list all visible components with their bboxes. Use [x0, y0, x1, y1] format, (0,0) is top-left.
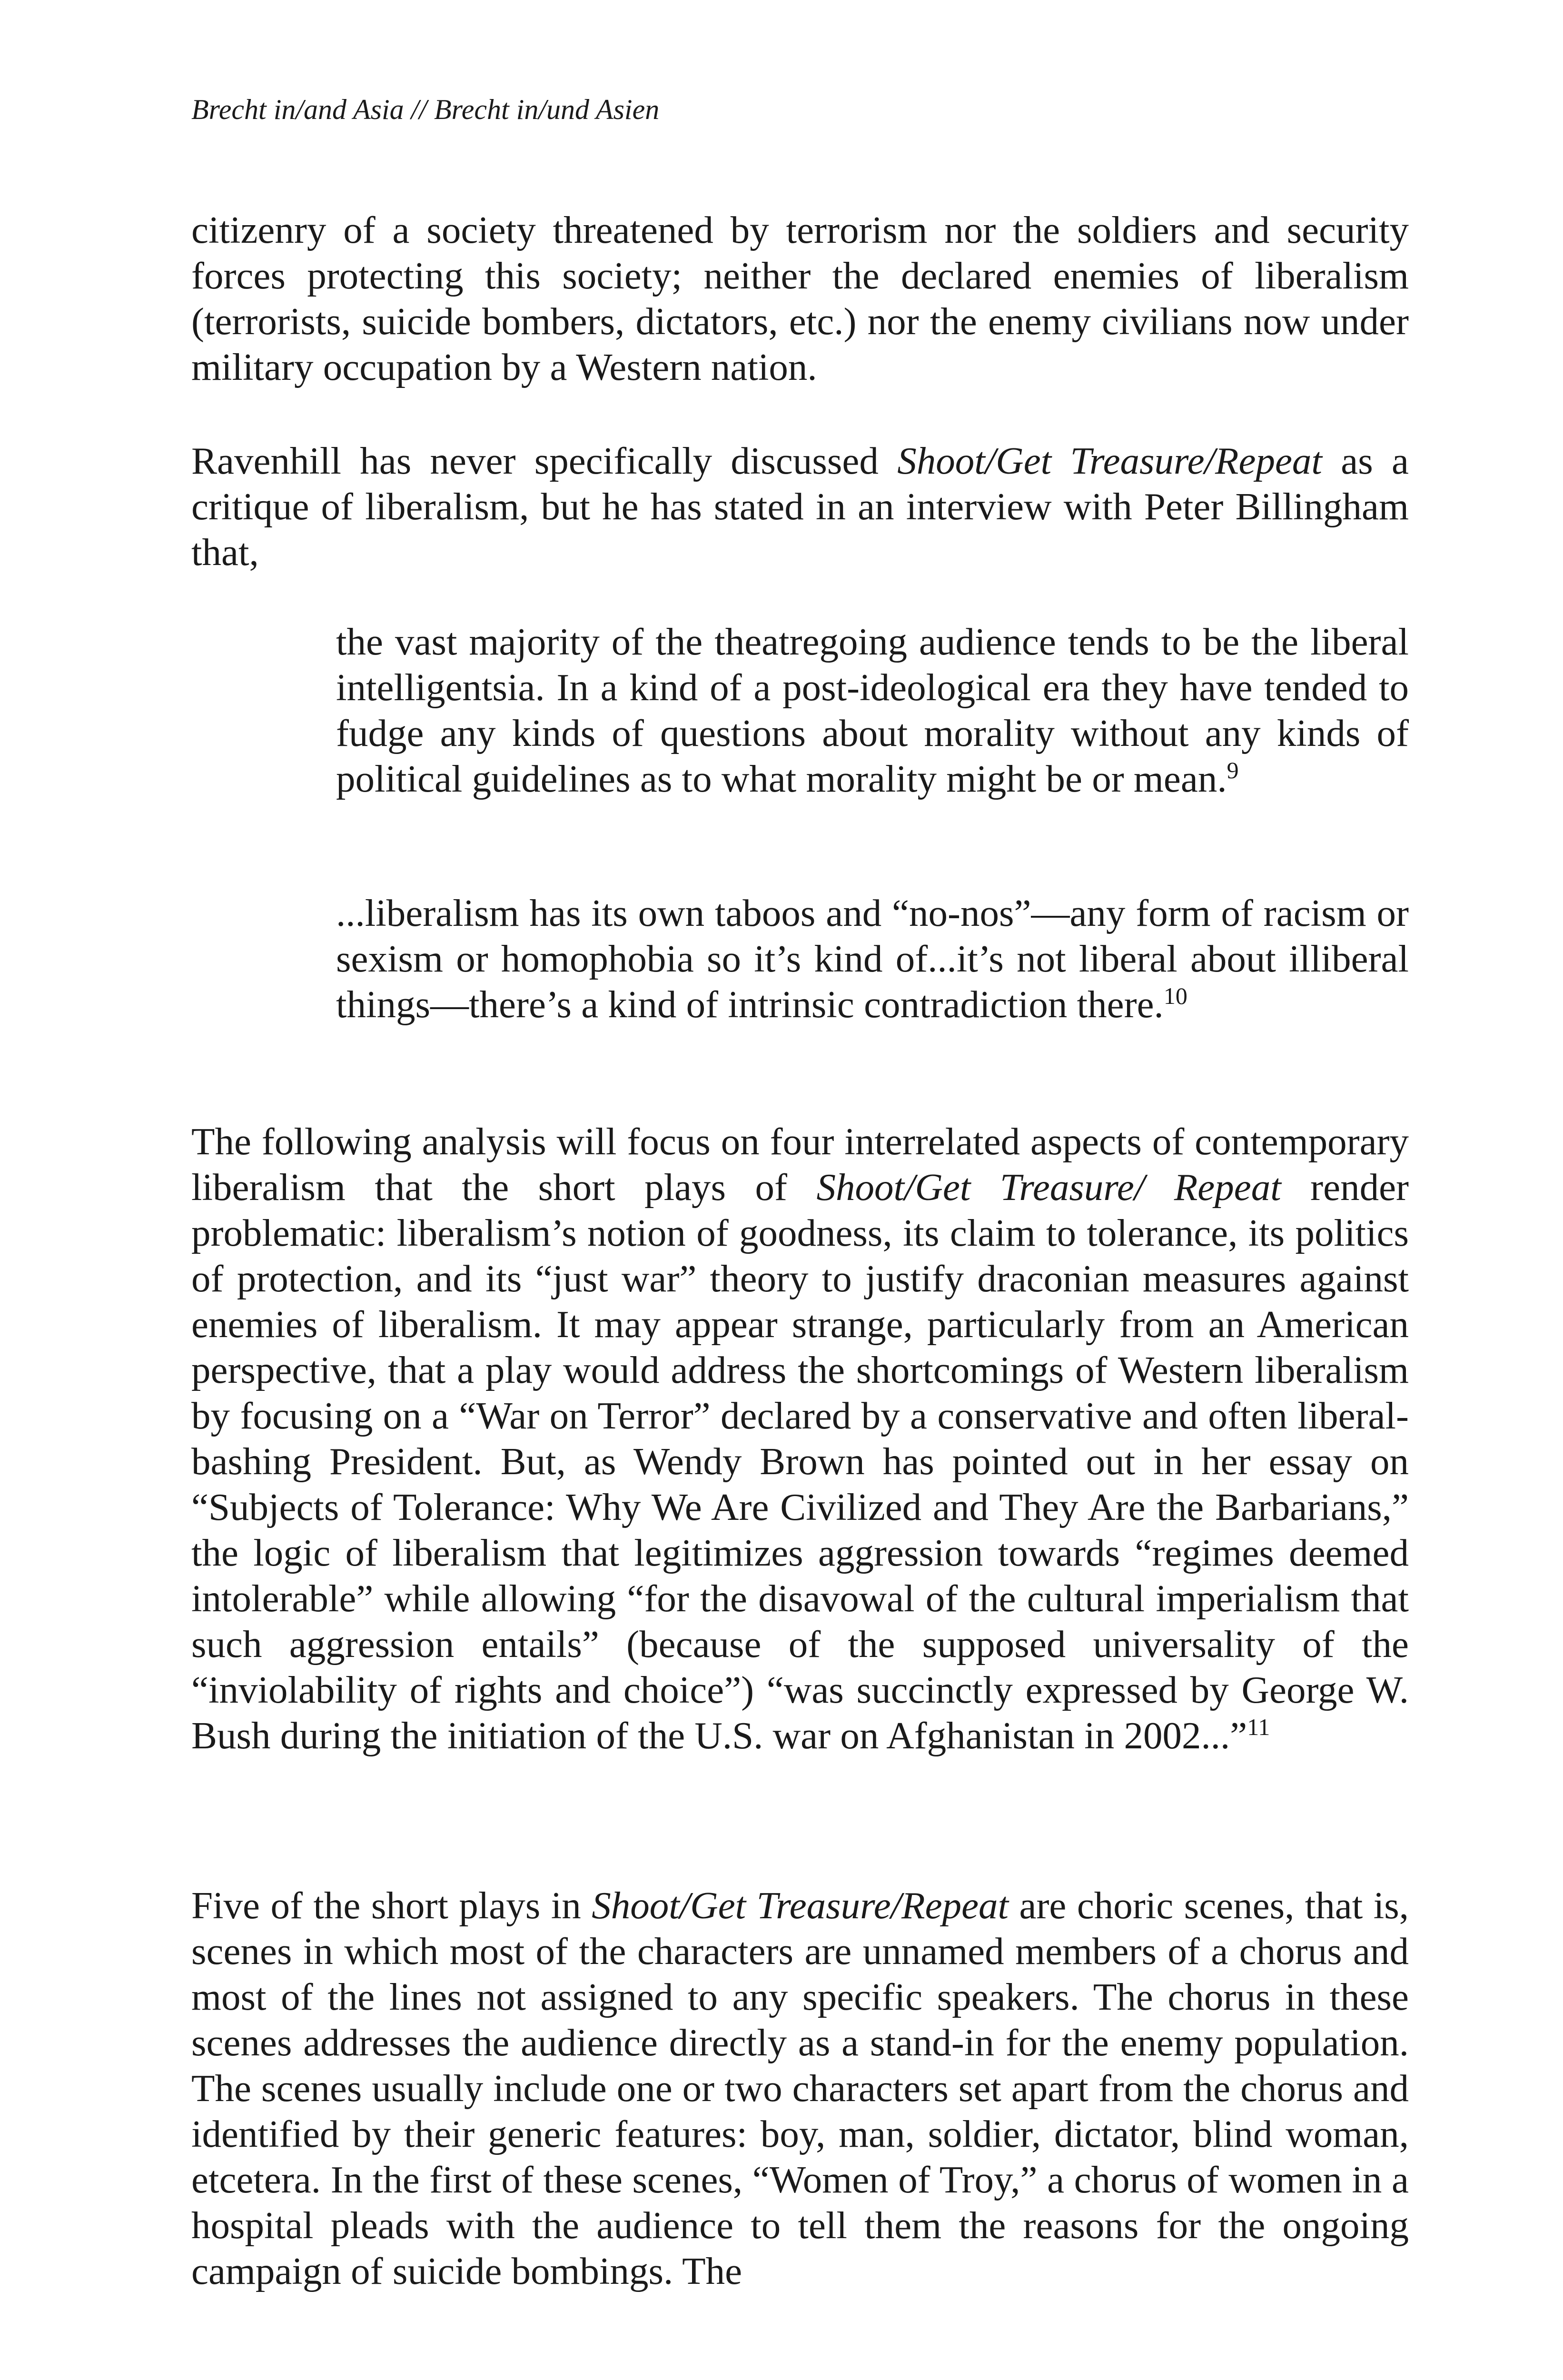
- block-quote-1: [336, 619, 1409, 802]
- paragraph-1: [191, 207, 1409, 390]
- block-quote-2-text: ...liberalism has its own taboos and “no-nos”—any form of racism or sexism or homophobia so it’s kind of...it’s not liberal about illiberal things—there’s a kind of intrinsic contradiction there.: [336, 892, 1409, 1026]
- paragraph-3-text-b: render problematic: liberalism’s notion of goodness, its claim to tolerance, its politics of protection, and its “just war” theory to justify draconian measures against enemies of liberalism. It may appear strange, particularly from an American perspective, that a play would address the shortcomings of Western liberalism by focusing on a “War on Terror” declared by a conservative and often liberal-bashing President. But, as Wendy Brown has pointed out in her essay on “Subjects of Tolerance: Why We Are Civilized and They Are the Barbarians,” the logic of liberalism that legitimizes aggression towards “regimes deemed intolerable” while allowing “for the disavowal of the cultural imperialism that such aggression entails” (because of the supposed universality of the “inviolability of rights and choice”) “was succinctly expressed by George W. Bush during the initiation of the U.S. war on Afghanistan in 2002...”: [191, 1166, 1409, 1757]
- running-head: Brecht in/and Asia // Brecht in/und Asien: [191, 94, 660, 125]
- footnote-ref-11: 11: [1247, 1714, 1270, 1740]
- paragraph-4: [191, 1883, 1409, 2294]
- paragraph-2-text-a: Ravenhill has never specifically discussed: [191, 439, 898, 482]
- block-quote-1-text: the vast majority of the theatregoing audience tends to be the liberal intelligentsia. In a kind of a post-ideological era they have tended to fudge any kinds of questions about morality without any kinds of political guidelines as to what morality might be or mean.: [336, 620, 1409, 800]
- footnote-ref-10: 10: [1163, 982, 1187, 1009]
- paragraph-3-title: Shoot/Get Treasure/ Repeat: [816, 1166, 1281, 1209]
- paragraph-2-text-b: as a critique of liberalism, but he has stated in an interview with Peter Billingham that,: [191, 439, 1409, 574]
- paragraph-4-title: Shoot/Get Treasure/Repeat: [592, 1884, 1009, 1927]
- paragraph-4-text-a: Five of the short plays in: [191, 1884, 592, 1927]
- paragraph-1-text: citizenry of a society threatened by terrorism nor the soldiers and security forces protecting this society; neither the declared enemies of liberalism (terrorists, suicide bombers, dictators, etc.) nor the enemy civilians now under military occupation by a Western nation.: [191, 208, 1409, 388]
- paragraph-3-text-a: The following analysis will focus on four interrelated aspects of contemporary liberalism that the short plays of: [191, 1120, 1409, 1209]
- footnote-ref-9: 9: [1227, 757, 1239, 783]
- block-quote-2: [336, 890, 1409, 1027]
- paragraph-2-title: Shoot/Get Treasure/Repeat: [897, 439, 1322, 482]
- paragraph-3: [191, 1119, 1409, 1758]
- paragraph-4-text-b: are choric scenes, that is, scenes in which most of the characters are unnamed members of a chorus and most of the lines not assigned to any specific speakers. The chorus in these scenes addresses the audience directly as a stand-in for the enemy population. The scenes usually include one or two characters set apart from the chorus and identified by their generic features: boy, man, soldier, dictator, blind woman, etcetera. In the first of these scenes, “Women of Troy,” a chorus of women in a hospital pleads with the audience to tell them the reasons for the ongoing campaign of suicide bombings. The: [191, 1884, 1409, 2292]
- paragraph-2: [191, 438, 1409, 575]
